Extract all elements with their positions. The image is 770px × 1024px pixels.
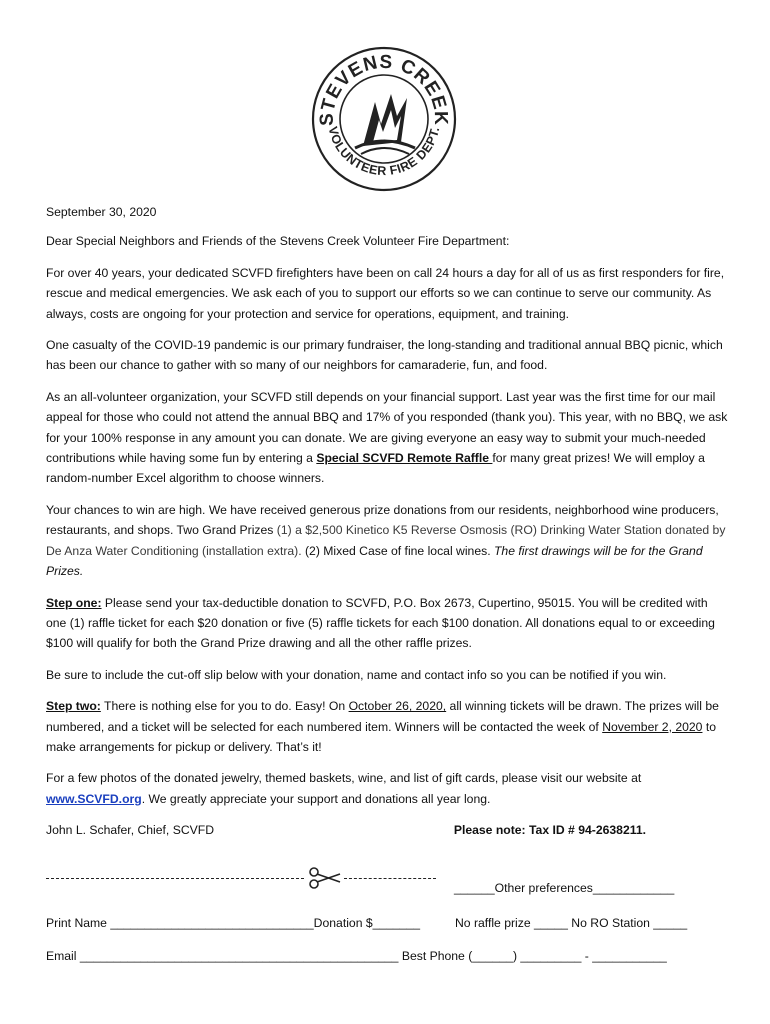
- print-name-donation-field: Print Name ______________________________Donation $_______: [46, 916, 421, 930]
- paragraph-intro: For over 40 years, your dedicated SCVFD firefighters have been on call 24 hours a day for all of us as first responders for fire, rescue and medical emergencies. We ask each of you to support our efforts so we can continue to serve our community. As always, costs are ongoing for your protection and service for operations, equipment, and training.: [46, 265, 725, 321]
- paragraph-support: As an all-volunteer organization, your SCVFD still depends on your financial support. Last year was the first time for our mail appeal for those who could not attend the annual BBQ and 17% of you responded (thank you). This year, with no BBQ, we ask for your 100% response in any amount you can donate. We are giving everyone an easy way to submit your much-needed contributions while having some fun by entering a Special SCVFD Remote Raffle for many great prizes! We will employ a random-number Excel algorithm to choose winners.: [46, 389, 728, 486]
- paragraph-step-one: Step one: Please send your tax-deductible donation to SCVFD, P.O. Box 2673, Cupertino, 95015. You will be credited with one (1) raffle ticket for each $20 donation or five (5) raffle tickets for each $100 donation. All donations equal to or exceeding $100 will qualify for both the Grand Prize drawing and all the other raffle prizes.: [46, 595, 715, 651]
- svg-text:STEVENS CREEK: [317, 52, 451, 126]
- stevens-creek-fire-dept-logo: [311, 46, 457, 192]
- logo-top-text: STEVENS CREEK: [316, 51, 452, 126]
- logo-bottom-text: VOLUNTEER FIRE DEPT.: [325, 125, 443, 179]
- drawing-date: October 26, 2020,: [348, 699, 447, 714]
- cut-off-line: [46, 868, 706, 896]
- tax-id-note: Please note: Tax ID # 94-2638211.: [453, 823, 646, 838]
- email-phone-field: Email _______________________________________________ Best Phone (______) _________ - ___________: [46, 949, 667, 963]
- paragraph-prizes: Your chances to win are high. We have received generous prize donations from our residents, neighborhood wine producers, restaurants, and shops. Two Grand Prizes (1) a $2,500 Kinetico K5 Reverse Osmosis (RO) Drinking Water Station donated by De Anza Water Conditioning (installation extra). (2) Mixed Case of fine local wines. The first drawings will be for the Grand Prizes.: [46, 502, 726, 579]
- website-link[interactable]: www.SCVFD.org: [46, 791, 142, 806]
- salutation: Dear Special Neighbors and Friends of the Stevens Creek Volunteer Fire Department:: [46, 234, 510, 249]
- scissors-icon: [308, 866, 342, 890]
- letter-date: September 30, 2020: [46, 205, 157, 219]
- step-two-label: Step two:: [46, 699, 101, 714]
- paragraph-cutoff-note: Be sure to include the cut-off slip below with your donation, name and contact info so you can be notified if you win.: [46, 667, 667, 682]
- contact-week-date: November 2, 2020: [602, 719, 703, 734]
- signature-row: [46, 820, 728, 840]
- raffle-title: Special SCVFD Remote Raffle: [316, 451, 493, 466]
- dashed-line-left: [46, 878, 304, 879]
- step-one-label: Step one:: [46, 595, 102, 610]
- other-preferences-heading: ______Other preferences____________: [454, 881, 675, 895]
- paragraph-website: For a few photos of the donated jewelry, themed baskets, wine, and list of gift cards, please visit our website at www.SCVFD.org. We greatly appreciate your support and donations all year long.: [46, 771, 642, 806]
- paragraph-step-two: Step two: There is nothing else for you to do. Easy! On October 26, 2020, all winning tickets will be drawn. The prizes will be numbered, and a ticket will be selected for each numbered item. Winners will be contacted the week of November 2, 2020 to make arrangements for pickup or delivery. That’s it!: [46, 699, 719, 754]
- dashed-line-right: [344, 878, 436, 879]
- paragraph-covid: One casualty of the COVID-19 pandemic is our primary fundraiser, the long-standing and traditional annual BBQ picnic, which has been our chance to gather with so many of our neighbors for camaraderie, fun, and food.: [46, 338, 723, 373]
- raffle-preferences-field: No raffle prize _____ No RO Station _____: [455, 916, 688, 930]
- letter-body: [46, 202, 728, 841]
- signature: John L. Schafer, Chief, SCVFD: [46, 823, 214, 838]
